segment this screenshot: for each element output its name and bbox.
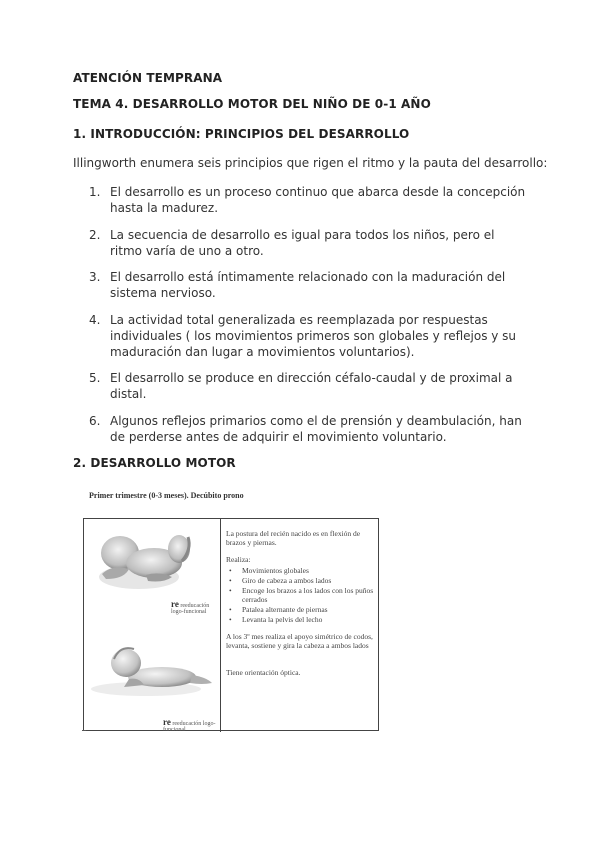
list-text: El desarrollo está íntimamente relacionado con la maduración del sistema nervioso. [110,270,506,300]
logo-top [171,599,220,615]
list-item: • Levanta la pelvis del lecho [229,615,377,624]
realiza-label: Realiza: [226,555,251,564]
list-number: 2. [89,228,101,242]
logo-text: reeducación logo-funcional [163,721,216,733]
actions-list [229,566,377,625]
list-text: El desarrollo se produce en dirección céfalo-caudal y de proximal a distal. [110,371,513,401]
figure-photos [84,519,220,732]
list-item: • Encoge los brazos a los lados con los puños cerrados [229,586,377,604]
newborn-photo [84,519,220,609]
logo-mark: re [171,599,179,609]
list-text: La actividad total generalizada es reemplazada por respuestas individuales ( los movimientos primeros son globales y reflejos y su maduración dan lugar a movimientos voluntarios). [110,313,517,359]
logo-mark: re [163,717,171,727]
list-item: • Giro de cabeza a ambos lados [229,576,377,585]
list-number: 6. [89,414,101,428]
intro-heading: 1. INTRODUCCIÓN: PRINCIPIOS DEL DESARROLLO [73,127,410,141]
baby-photo [84,619,220,709]
page-title: ATENCIÓN TEMPRANA [73,71,223,85]
intro-paragraph: Illingworth enumera seis principios que rigen el ritmo y la pauta del desarrollo: [73,156,548,170]
orientation-text: Tiene orientación óptica. [226,668,301,677]
list-number: 4. [89,313,101,327]
figure-table [83,518,379,731]
list-text: Algunos reflejos primarios como el de prensión y deambulación, han de perderse antes de adquirir el movimiento voluntario. [110,414,522,444]
list-number: 3. [89,270,101,284]
month3-text: A los 3º mes realiza el apoyo simétrico de codos, levanta, sostiene y gira la cabeza a ambos lados [226,632,373,650]
figure-caption: Primer trimestre (0-3 meses). Decúbito prono [89,491,244,500]
logo-bottom [163,717,220,733]
list-item: • Patalea alternante de piernas [229,605,377,614]
list-number: 5. [89,371,101,385]
logo-text: reeducación logo-funcional [171,603,210,615]
figure-description [221,519,379,732]
list-text: El desarrollo es un proceso continuo que abarca desde la concepción hasta la madurez. [110,185,526,215]
list-text: La secuencia de desarrollo es igual para todos los niños, pero el ritmo varía de uno a otro. [110,228,495,258]
scan-mark [82,730,86,731]
newborn-text: La postura del recién nacido es en flexión de brazos y piernas. [226,529,361,547]
motor-heading: 2. DESARROLLO MOTOR [73,456,236,470]
list-number: 1. [89,185,101,199]
list-item: • Movimientos globales [229,566,377,575]
topic-heading: TEMA 4. DESARROLLO MOTOR DEL NIÑO DE 0-1 AÑO [73,97,431,111]
